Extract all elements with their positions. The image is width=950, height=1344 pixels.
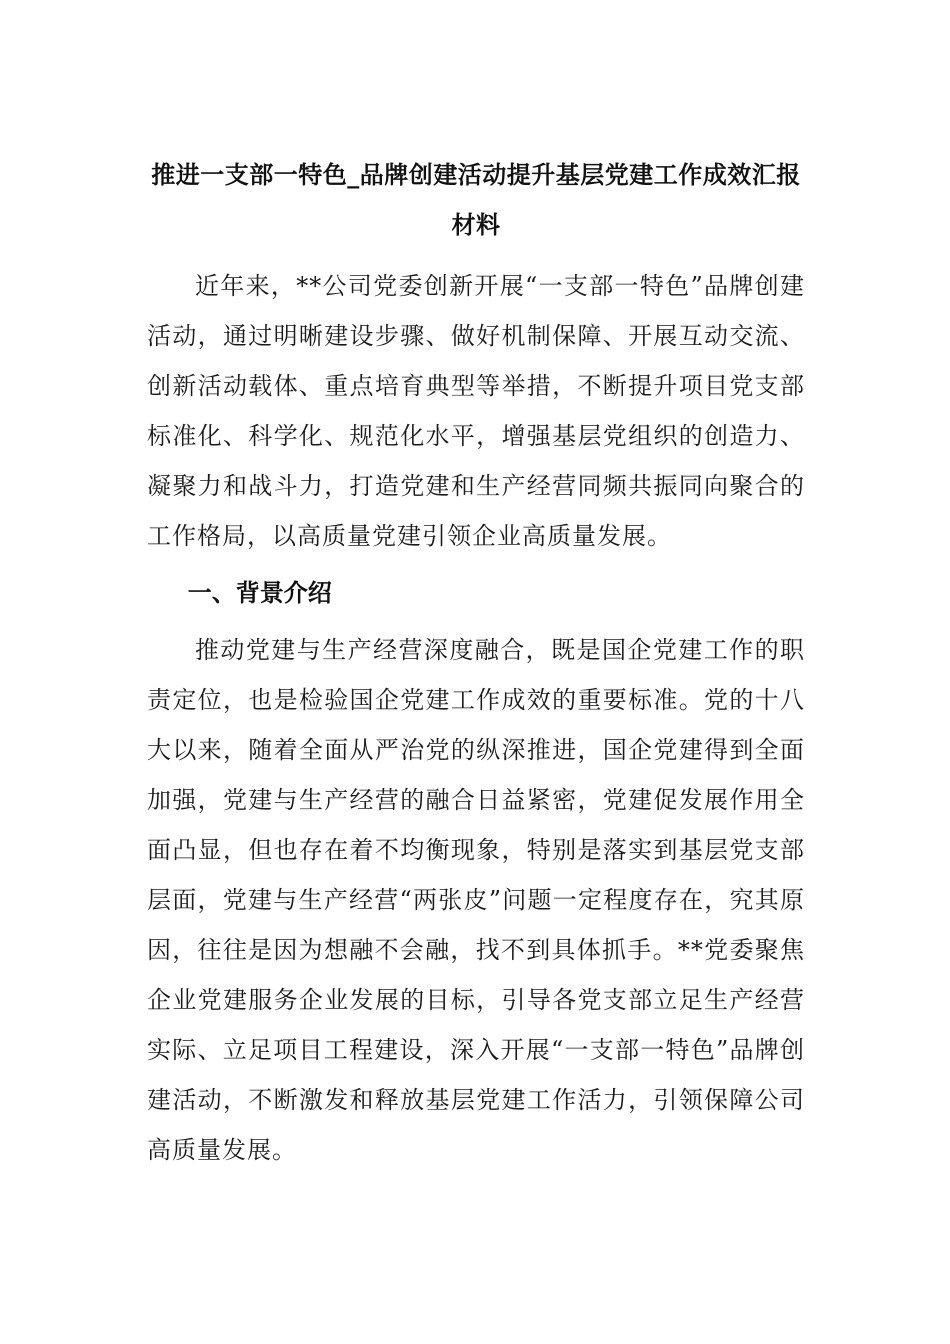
document-title: 推进一支部一特色_品牌创建活动提升基层党建工作成效汇报材料 <box>151 161 801 239</box>
document-body <box>147 150 805 1175</box>
intro-paragraph: 近年来，**公司党委创新开展“一支部一特色”品牌创建活动，通过明晰建设步骤、做好机制保障、开展互动交流、创新活动载体、重点培育典型等举措，不断提升项目党支部标准化、科学化、规范化水平，增强基层党组织的创造力、凝聚力和战斗力，打造党建和生产经营同频共振同向聚合的工作格局，以高质量党建引领企业高质量发展。 <box>147 272 805 550</box>
section-heading-background: 一、背景介绍 <box>187 579 332 607</box>
section-paragraph-background: 推动党建与生产经营深度融合，既是国企党建工作的职责定位，也是检验国企党建工作成效的重要标准。党的十八大以来，随着全面从严治党的纵深推进，国企党建得到全面加强，党建与生产经营的融合日益紧密，党建促发展作用全面凸显，但也存在着不均衡现象，特别是落实到基层党支部层面，党建与生产经营“两张皮”问题一定程度存在，究其原因，往往是因为想融不会融，找不到具体抓手。**党委聚焦企业党建服务企业发展的目标，引导各党支部立足生产经营实际、立足项目工程建设，深入开展“一支部一特色”品牌创建活动，不断激发和释放基层党建工作活力，引领保障公司高质量发展。 <box>147 636 805 1164</box>
